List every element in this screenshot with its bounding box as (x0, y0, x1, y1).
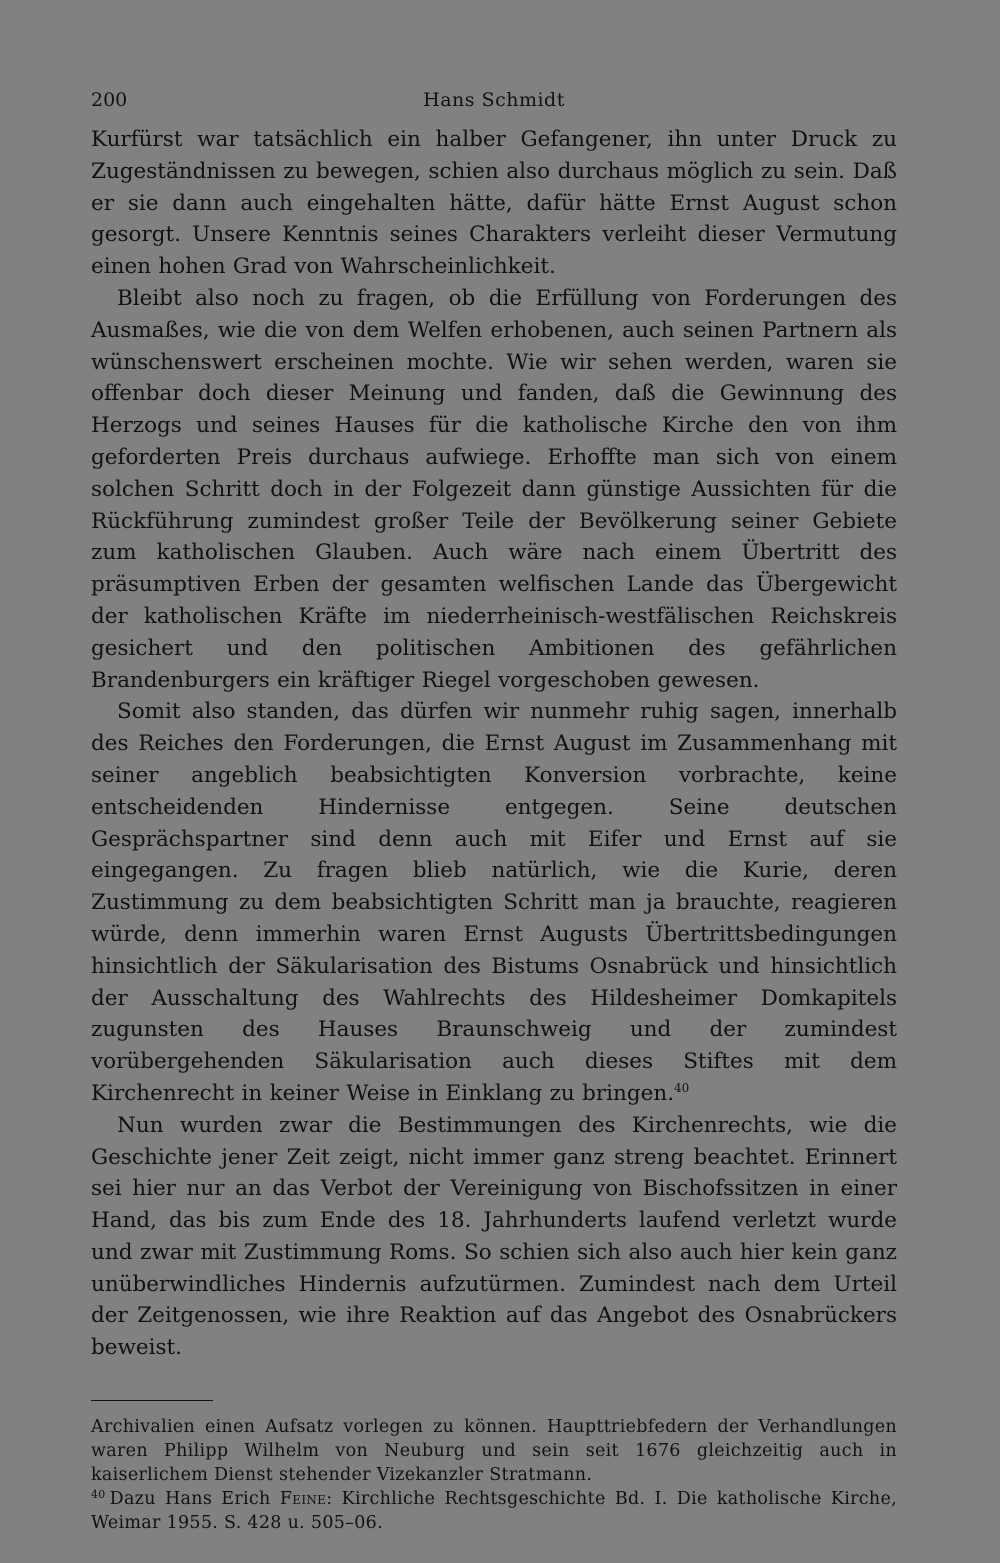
footnote-continuation (91, 1415, 897, 1487)
paragraph (91, 696, 897, 1109)
footnotes (91, 1415, 897, 1535)
footnote-text-after: : Kirchliche Rechtsgeschichte Bd. I. Die katholische Kirche, Weimar 1955. S. 428 u. 505–06. (91, 1489, 897, 1534)
paragraph (91, 1110, 897, 1364)
paragraph-text: Nun wurden zwar die Bestimmungen des Kirchenrechts, wie die Geschichte jener Zeit zeigt, nicht immer ganz streng beachtet. Erinnert sei hier nur an das Verbot der Vereinigung von Bischofssitzen in einer Hand, das bis zum Ende des 18. Jahrhunderts laufend verletzt wurde und zwar mit Zustimmung Roms. So schien sich also auch hier kein ganz unüberwindliches Hindernis aufzutürmen. Zumindest nach dem Urteil der Zeitgenossen, wie ihre Reaktion auf das Angebot des Osnabrückers beweist. (91, 1112, 897, 1361)
footnote-40 (91, 1487, 897, 1535)
paragraph-text: Kurfürst war tatsächlich ein halber Gefangener, ihn unter Druck zu Zugeständnissen zu bewegen, schien also durchaus möglich zu sein. Daß er sie dann auch eingehalten hätte, dafür hätte Ernst August schon gesorgt. Unsere Kenntnis seines Charakters verleiht dieser Vermutung einen hohen Grad von Wahrscheinlichkeit. (91, 127, 897, 280)
paragraph-text: Bleibt also noch zu fragen, ob die Erfüllung von Forderungen des Ausmaßes, wie die von dem Welfen erhobenen, auch seinen Partnern als wünschenswert erscheinen mochte. Wie wir sehen werden, waren sie offenbar doch dieser Meinung und fanden, daß die Gewinnung des Herzogs und seines Hauses für die katholische Kirche den von ihm geforderten Preis durchaus aufwiege. Erhoffte man sich von einem solchen Schritt doch in der Folgezeit dann günstige Aussichten für die Rückführung zumindest großer Teile der Bevölkerung seiner Gebiete zum katholischen Glauben. Auch wäre nach einem Übertritt des präsumptiven Erben der gesamten welfischen Lande das Übergewicht der katholischen Kräfte im niederrheinisch-westfälischen Reichskreis gesichert und den politischen Ambitionen des gefährlichen Brandenburgers ein kräftiger Riegel vorgeschoben gewesen. (91, 285, 897, 693)
page-number: 200 (91, 89, 128, 111)
footnote-text: Archivalien einen Aufsatz vorlegen zu können. Haupttriebfedern der Verhandlungen waren Philipp Wilhelm von Neuburg und sein seit 1676 gleichzeitig auch in kaiserlichem Dienst stehender Vizekanzler Stratmann. (91, 1417, 897, 1486)
page-header (91, 80, 897, 120)
paragraph (91, 283, 897, 696)
footnote-reference[interactable]: 40 (674, 1080, 690, 1095)
book-page (91, 80, 897, 1535)
footnote-separator (91, 1400, 213, 1401)
body-text (91, 124, 897, 1364)
paragraph (91, 124, 897, 283)
paragraph-text: Somit also standen, das dürfen wir nunmehr ruhig sagen, innerhalb des Reiches den Forderungen, die Ernst August im Zusammenhang mit seiner angeblich beabsichtigten Konversion vorbrachte, keine entscheidenden Hindernisse entgegen. Seine deutschen Gesprächspartner sind denn auch mit Eifer und Ernst auf sie eingegangen. Zu fragen blieb natürlich, wie die Kurie, deren Zustimmung zu dem beabsichtigten Schritt man ja brauchte, reagieren würde, denn immerhin waren Ernst Augusts Übertrittsbedingungen hinsichtlich der Säkularisation des Bistums Osnabrück und hinsichtlich der Ausschaltung des Wahlrechts des Hildesheimer Domkapitels zugunsten des Hauses Braunschweig und der zumindest vorübergehenden Säkularisation auch dieses Stiftes mit dem Kirchenrecht in keiner Weise in Einklang zu bringen. (91, 699, 897, 1106)
footnote-text-before: Dazu Hans Erich (109, 1489, 271, 1510)
footnote-author: Feine (279, 1489, 327, 1510)
footnote-number: 40 (91, 1488, 106, 1502)
running-head: Hans Schmidt (423, 89, 565, 111)
